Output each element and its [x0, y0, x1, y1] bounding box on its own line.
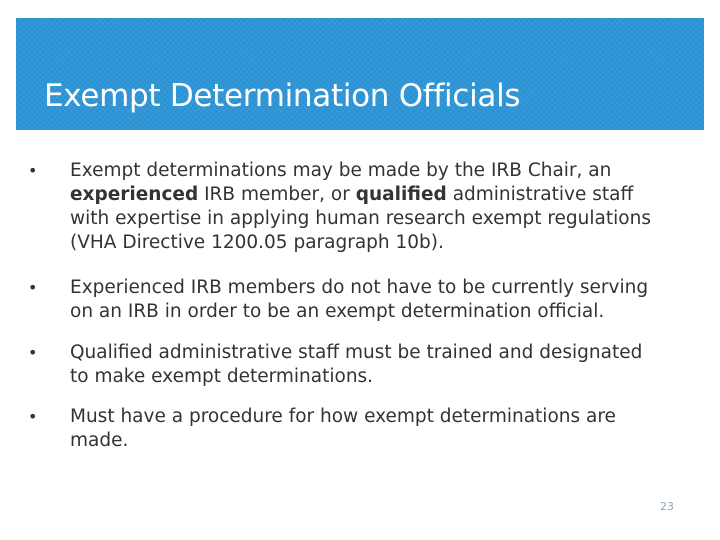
bullet-line: Must have a procedure for how exempt determinations are: [70, 406, 616, 427]
bullet-text: [70, 405, 690, 453]
bold-text-qualified: qualified: [355, 184, 447, 205]
bullet-dot: •: [28, 161, 38, 180]
bullet-line: Qualified administrative staff must be trained and designated: [70, 342, 643, 363]
bullet-line: Experienced IRB members do not have to be currently serving: [70, 277, 649, 298]
bullet-text: [70, 341, 690, 389]
bullet-dot: •: [28, 278, 38, 297]
slide-title: Exempt Determination Officials: [44, 78, 521, 114]
bullet-line: Exempt determinations may be made by the IRB Chair, an: [70, 160, 612, 181]
bullet-line: [70, 183, 690, 207]
bullet-line-segment: IRB member, or: [198, 184, 356, 205]
bullet-line: on an IRB in order to be an exempt determination official.: [70, 301, 605, 322]
page-number: 23: [660, 500, 674, 513]
bullet-text: [70, 276, 690, 324]
bullet-line-segment: administrative staff: [446, 184, 634, 205]
bold-text-experienced: experienced: [70, 184, 199, 205]
bullet-line: to make exempt determinations.: [70, 366, 374, 387]
bullet-dot: •: [28, 407, 38, 426]
bullet-text: [70, 159, 690, 255]
bullet-line: with expertise in applying human research exempt regulations: [70, 208, 651, 229]
bullet-line: made.: [70, 430, 129, 451]
bullet-line: (VHA Directive 1200.05 paragraph 10b).: [70, 232, 444, 253]
bullet-dot: •: [28, 343, 38, 362]
